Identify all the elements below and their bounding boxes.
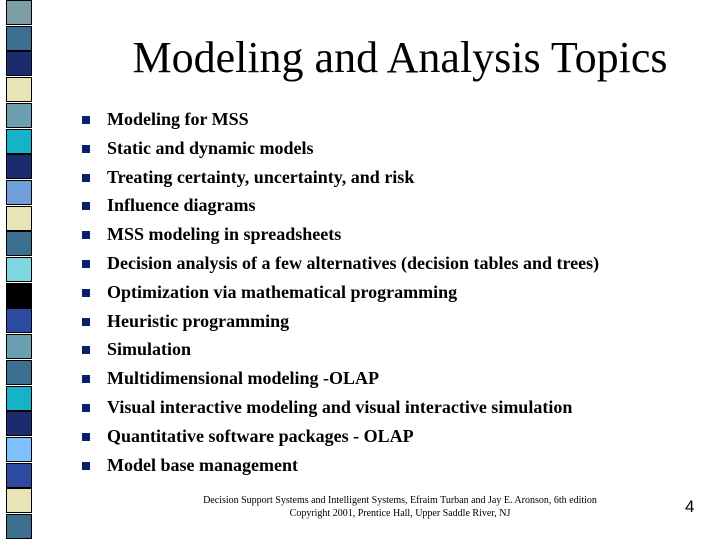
bullet-text: Decision analysis of a few alternatives (decision tables and trees): [107, 253, 600, 273]
sidebar-stripe: [6, 514, 32, 539]
bullet-item: [0, 422, 700, 450]
slide-title: Modeling and Analysis Topics: [132, 33, 668, 82]
bullet-square-icon: [82, 433, 90, 441]
bullet-item: [0, 134, 700, 162]
bullet-square-icon: [82, 289, 90, 297]
bullet-item: [0, 163, 700, 191]
bullet-text: Visual interactive modeling and visual interactive simulation: [107, 397, 573, 417]
bullet-square-icon: [82, 346, 90, 354]
bullet-square-icon: [82, 174, 90, 182]
bullet-text: Treating certainty, uncertainty, and risk: [107, 167, 415, 187]
bullet-item: [0, 220, 700, 248]
bullet-text: Model base management: [107, 455, 298, 475]
bullet-square-icon: [82, 202, 90, 210]
bullet-item: [0, 451, 700, 479]
bullet-text: Modeling for MSS: [107, 109, 249, 129]
bullet-square-icon: [82, 145, 90, 153]
sidebar-stripe: [6, 51, 32, 76]
bullet-item: [0, 191, 700, 219]
sidebar-stripe: [6, 77, 32, 102]
bullet-text: Simulation: [107, 339, 192, 359]
bullet-square-icon: [82, 375, 90, 383]
bullet-item: [0, 278, 700, 306]
sidebar-stripe: [6, 26, 32, 51]
bullet-square-icon: [82, 404, 90, 412]
bullet-text: Optimization via mathematical programming: [107, 282, 458, 302]
bullet-item: [0, 307, 700, 335]
bullet-square-icon: [82, 116, 90, 124]
bullet-item: [0, 249, 700, 277]
bullet-square-icon: [82, 462, 90, 470]
footer-copyright-line: Copyright 2001, Prentice Hall, Upper Saddle River, NJ: [289, 508, 511, 519]
bullet-square-icon: [82, 260, 90, 268]
bullet-item: [0, 335, 700, 363]
bullet-text: Static and dynamic models: [107, 138, 314, 158]
bullet-item: [0, 105, 700, 133]
sidebar-stripe: [6, 0, 32, 25]
sidebar-stripe: [6, 488, 32, 513]
bullet-text: Quantitative software packages - OLAP: [107, 426, 414, 446]
bullet-text: Multidimensional modeling -OLAP: [107, 368, 380, 388]
bullet-item: [0, 364, 700, 392]
bullet-square-icon: [82, 231, 90, 239]
bullet-square-icon: [82, 318, 90, 326]
bullet-text: MSS modeling in spreadsheets: [107, 224, 342, 244]
bullet-text: Heuristic programming: [107, 311, 290, 331]
slide-footer: [180, 494, 620, 520]
footer-citation-line: Decision Support Systems and Intelligent Systems, Efraim Turban and Jay E. Aronson, 6th edition: [203, 495, 597, 506]
bullet-text: Influence diagrams: [107, 195, 256, 215]
bullet-item: [0, 393, 700, 421]
page-number: 4: [685, 497, 695, 516]
